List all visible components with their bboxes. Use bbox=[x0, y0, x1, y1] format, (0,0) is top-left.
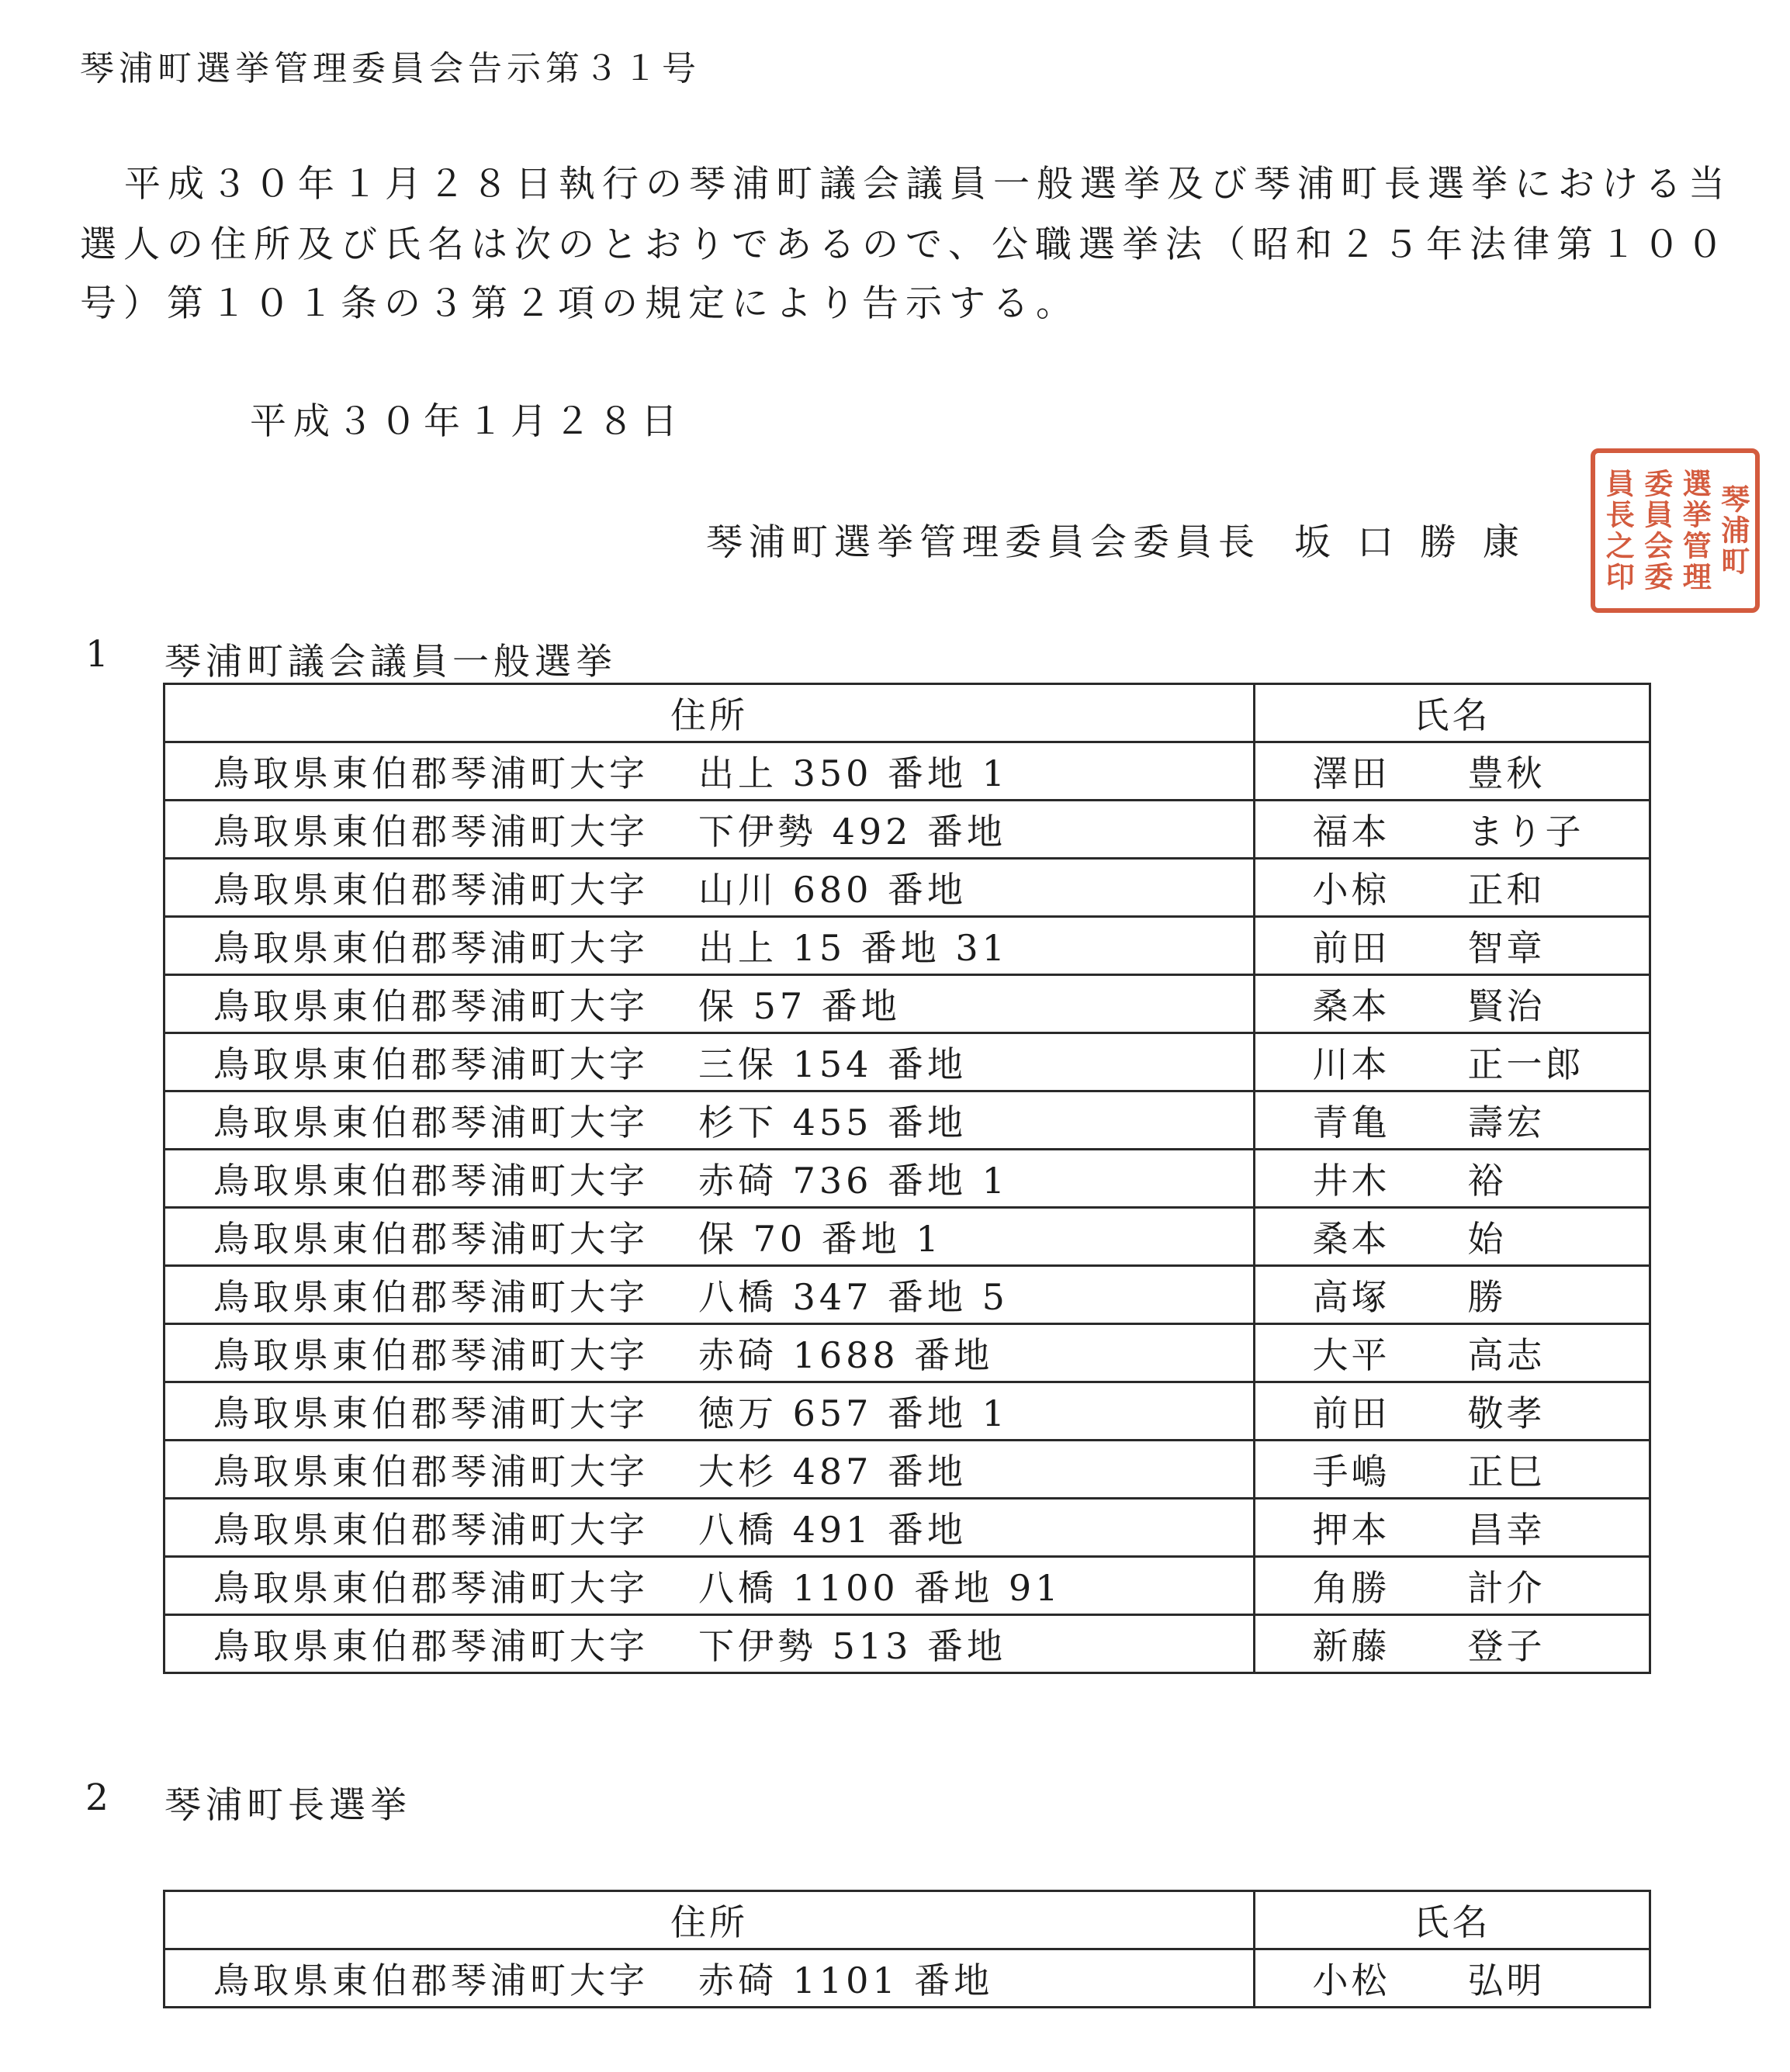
name-column-header: 氏名 bbox=[1255, 1891, 1650, 1949]
address-cell bbox=[164, 1324, 1255, 1382]
given-name: 昌幸 bbox=[1467, 1509, 1546, 1551]
address-detail: 赤碕 1101 番地 bbox=[698, 1960, 994, 2001]
council-winners-table bbox=[163, 683, 1651, 1674]
family-name: 新藤 bbox=[1312, 1625, 1390, 1667]
official-seal-stamp bbox=[1591, 448, 1760, 613]
address-cell bbox=[164, 1208, 1255, 1266]
given-name: 勝 bbox=[1467, 1276, 1507, 1318]
address-prefix: 鳥取県東伯郡琴浦町大字 bbox=[213, 927, 649, 969]
name-cell bbox=[1255, 1557, 1650, 1615]
address-cell bbox=[164, 1266, 1255, 1324]
name-cell bbox=[1255, 1615, 1650, 1673]
table-row bbox=[164, 1499, 1650, 1557]
given-name: 智章 bbox=[1467, 927, 1546, 969]
section-title: 琴浦町長選挙 bbox=[164, 1784, 411, 1827]
notice-number: 琴浦町選挙管理委員会告示第３１号 bbox=[80, 49, 701, 88]
address-prefix: 鳥取県東伯郡琴浦町大字 bbox=[213, 1043, 649, 1085]
address-prefix: 鳥取県東伯郡琴浦町大字 bbox=[213, 811, 649, 853]
family-name: 小松 bbox=[1312, 1960, 1390, 2001]
address-prefix: 鳥取県東伯郡琴浦町大字 bbox=[213, 1160, 649, 1202]
address-cell bbox=[164, 1091, 1255, 1150]
section-number: 1 bbox=[85, 633, 113, 676]
address-detail: 下伊勢 492 番地 bbox=[698, 811, 1007, 853]
given-name: 壽宏 bbox=[1467, 1102, 1546, 1143]
mayor-winner-table bbox=[163, 1890, 1651, 2008]
address-prefix: 鳥取県東伯郡琴浦町大字 bbox=[213, 1218, 649, 1260]
notice-body-line-2: 選人の住所及び氏名は次のとおりであるので、公職選挙法（昭和２５年法律第１００ bbox=[80, 223, 1731, 266]
given-name: 正和 bbox=[1467, 869, 1546, 911]
address-detail: 八橋 347 番地 5 bbox=[698, 1276, 1009, 1318]
address-cell bbox=[164, 917, 1255, 975]
address-cell bbox=[164, 1557, 1255, 1615]
family-name: 高塚 bbox=[1312, 1276, 1390, 1318]
address-detail: 出上 15 番地 31 bbox=[698, 927, 1009, 969]
address-detail: 八橋 1100 番地 91 bbox=[698, 1567, 1062, 1609]
name-cell bbox=[1255, 1208, 1650, 1266]
notice-body-line-1: 平成３０年１月２８日執行の琴浦町議会議員一般選挙及び琴浦町長選挙における当 bbox=[124, 163, 1732, 206]
table-header-row bbox=[164, 684, 1650, 742]
name-cell bbox=[1255, 1033, 1650, 1091]
address-detail: 八橋 491 番地 bbox=[698, 1509, 968, 1551]
table-row bbox=[164, 1441, 1650, 1499]
address-prefix: 鳥取県東伯郡琴浦町大字 bbox=[213, 1334, 649, 1376]
table-row bbox=[164, 801, 1650, 859]
family-name: 手嶋 bbox=[1312, 1451, 1390, 1493]
family-name: 小椋 bbox=[1312, 869, 1390, 911]
name-cell bbox=[1255, 742, 1650, 801]
address-column-header: 住所 bbox=[164, 684, 1255, 742]
family-name: 桑本 bbox=[1312, 985, 1390, 1027]
family-name: 前田 bbox=[1312, 927, 1390, 969]
address-column-header: 住所 bbox=[164, 1891, 1255, 1949]
address-detail: 赤碕 1688 番地 bbox=[698, 1334, 994, 1376]
family-name: 川本 bbox=[1312, 1043, 1390, 1085]
chair-name-char: 勝 bbox=[1420, 521, 1456, 564]
table-row bbox=[164, 1949, 1650, 2008]
table-row bbox=[164, 1208, 1650, 1266]
address-prefix: 鳥取県東伯郡琴浦町大字 bbox=[213, 1567, 649, 1609]
address-detail: 赤碕 736 番地 1 bbox=[698, 1160, 1009, 1202]
given-name: まり子 bbox=[1467, 811, 1584, 853]
address-prefix: 鳥取県東伯郡琴浦町大字 bbox=[213, 1276, 649, 1318]
name-cell bbox=[1255, 1382, 1650, 1441]
name-cell bbox=[1255, 801, 1650, 859]
family-name: 井木 bbox=[1312, 1160, 1390, 1202]
address-cell bbox=[164, 1615, 1255, 1673]
address-prefix: 鳥取県東伯郡琴浦町大字 bbox=[213, 752, 649, 794]
family-name: 前田 bbox=[1312, 1392, 1390, 1434]
address-prefix: 鳥取県東伯郡琴浦町大字 bbox=[213, 1102, 649, 1143]
address-prefix: 鳥取県東伯郡琴浦町大字 bbox=[213, 1451, 649, 1493]
name-cell bbox=[1255, 1499, 1650, 1557]
family-name: 福本 bbox=[1312, 811, 1390, 853]
family-name: 青亀 bbox=[1312, 1102, 1390, 1143]
address-detail: 杉下 455 番地 bbox=[698, 1102, 968, 1143]
name-cell bbox=[1255, 1441, 1650, 1499]
seal-column: 選挙管理 bbox=[1677, 469, 1712, 593]
family-name: 桑本 bbox=[1312, 1218, 1390, 1260]
name-cell bbox=[1255, 859, 1650, 917]
table-row bbox=[164, 1615, 1650, 1673]
chair-name bbox=[1294, 514, 1546, 566]
table-row bbox=[164, 1382, 1650, 1441]
address-cell bbox=[164, 742, 1255, 801]
address-cell bbox=[164, 1382, 1255, 1441]
address-cell bbox=[164, 1441, 1255, 1499]
given-name: 弘明 bbox=[1467, 1960, 1546, 2001]
table-row bbox=[164, 742, 1650, 801]
section-title: 琴浦町議会議員一般選挙 bbox=[164, 641, 617, 683]
address-detail: 大杉 487 番地 bbox=[698, 1451, 968, 1493]
given-name: 登子 bbox=[1467, 1625, 1546, 1667]
address-detail: 下伊勢 513 番地 bbox=[698, 1625, 1007, 1667]
address-detail: 徳万 657 番地 1 bbox=[698, 1392, 1009, 1434]
table-row bbox=[164, 1150, 1650, 1208]
table-row bbox=[164, 859, 1650, 917]
address-cell bbox=[164, 1033, 1255, 1091]
given-name: 始 bbox=[1467, 1218, 1507, 1260]
section-2-heading bbox=[85, 1776, 411, 1828]
name-cell bbox=[1255, 1091, 1650, 1150]
table-row bbox=[164, 1557, 1650, 1615]
name-cell bbox=[1255, 1949, 1650, 2008]
table-row bbox=[164, 1091, 1650, 1150]
seal-column: 委員会委 bbox=[1639, 469, 1674, 593]
name-column-header: 氏名 bbox=[1255, 684, 1650, 742]
address-prefix: 鳥取県東伯郡琴浦町大字 bbox=[213, 1509, 649, 1551]
address-prefix: 鳥取県東伯郡琴浦町大字 bbox=[213, 1960, 649, 2001]
family-name: 澤田 bbox=[1312, 752, 1390, 794]
family-name: 大平 bbox=[1312, 1334, 1390, 1376]
given-name: 豊秋 bbox=[1467, 752, 1546, 794]
address-cell bbox=[164, 975, 1255, 1033]
address-detail: 保 70 番地 1 bbox=[698, 1218, 943, 1260]
name-cell bbox=[1255, 1150, 1650, 1208]
table-row bbox=[164, 1033, 1650, 1091]
table-row bbox=[164, 975, 1650, 1033]
address-cell bbox=[164, 1949, 1255, 2008]
address-cell bbox=[164, 1150, 1255, 1208]
address-cell bbox=[164, 1499, 1255, 1557]
table-row bbox=[164, 917, 1650, 975]
name-cell bbox=[1255, 975, 1650, 1033]
name-cell bbox=[1255, 1266, 1650, 1324]
signer-title: 琴浦町選挙管理委員会委員長 bbox=[706, 521, 1261, 564]
table-row bbox=[164, 1266, 1650, 1324]
chair-name-char: 口 bbox=[1357, 521, 1394, 564]
address-detail: 山川 680 番地 bbox=[698, 869, 968, 911]
given-name: 賢治 bbox=[1467, 985, 1546, 1027]
family-name: 押本 bbox=[1312, 1509, 1390, 1551]
table-header-row bbox=[164, 1891, 1650, 1949]
given-name: 計介 bbox=[1467, 1567, 1546, 1609]
table-row bbox=[164, 1324, 1650, 1382]
address-cell bbox=[164, 859, 1255, 917]
address-prefix: 鳥取県東伯郡琴浦町大字 bbox=[213, 869, 649, 911]
address-detail: 三保 154 番地 bbox=[698, 1043, 968, 1085]
given-name: 裕 bbox=[1467, 1160, 1507, 1202]
address-cell bbox=[164, 801, 1255, 859]
given-name: 正一郎 bbox=[1467, 1043, 1584, 1085]
name-cell bbox=[1255, 1324, 1650, 1382]
chair-name-char: 坂 bbox=[1294, 521, 1331, 564]
section-number: 2 bbox=[85, 1776, 113, 1819]
address-prefix: 鳥取県東伯郡琴浦町大字 bbox=[213, 985, 649, 1027]
address-detail: 出上 350 番地 1 bbox=[698, 752, 1009, 794]
given-name: 正巳 bbox=[1467, 1451, 1546, 1493]
given-name: 敬孝 bbox=[1467, 1392, 1546, 1434]
chair-name-char: 康 bbox=[1483, 521, 1519, 564]
section-1-heading bbox=[85, 633, 617, 685]
given-name: 高志 bbox=[1467, 1334, 1546, 1376]
seal-column: 員長之印 bbox=[1601, 469, 1636, 593]
notice-body-line-3: 号）第１０１条の３第２項の規定により告示する。 bbox=[80, 282, 1079, 325]
name-cell bbox=[1255, 917, 1650, 975]
address-prefix: 鳥取県東伯郡琴浦町大字 bbox=[213, 1392, 649, 1434]
seal-column: 琴浦町 bbox=[1716, 484, 1750, 577]
address-prefix: 鳥取県東伯郡琴浦町大字 bbox=[213, 1625, 649, 1667]
notice-date: 平成３０年１月２８日 bbox=[250, 400, 684, 443]
family-name: 角勝 bbox=[1312, 1567, 1390, 1609]
address-detail: 保 57 番地 bbox=[698, 985, 901, 1027]
